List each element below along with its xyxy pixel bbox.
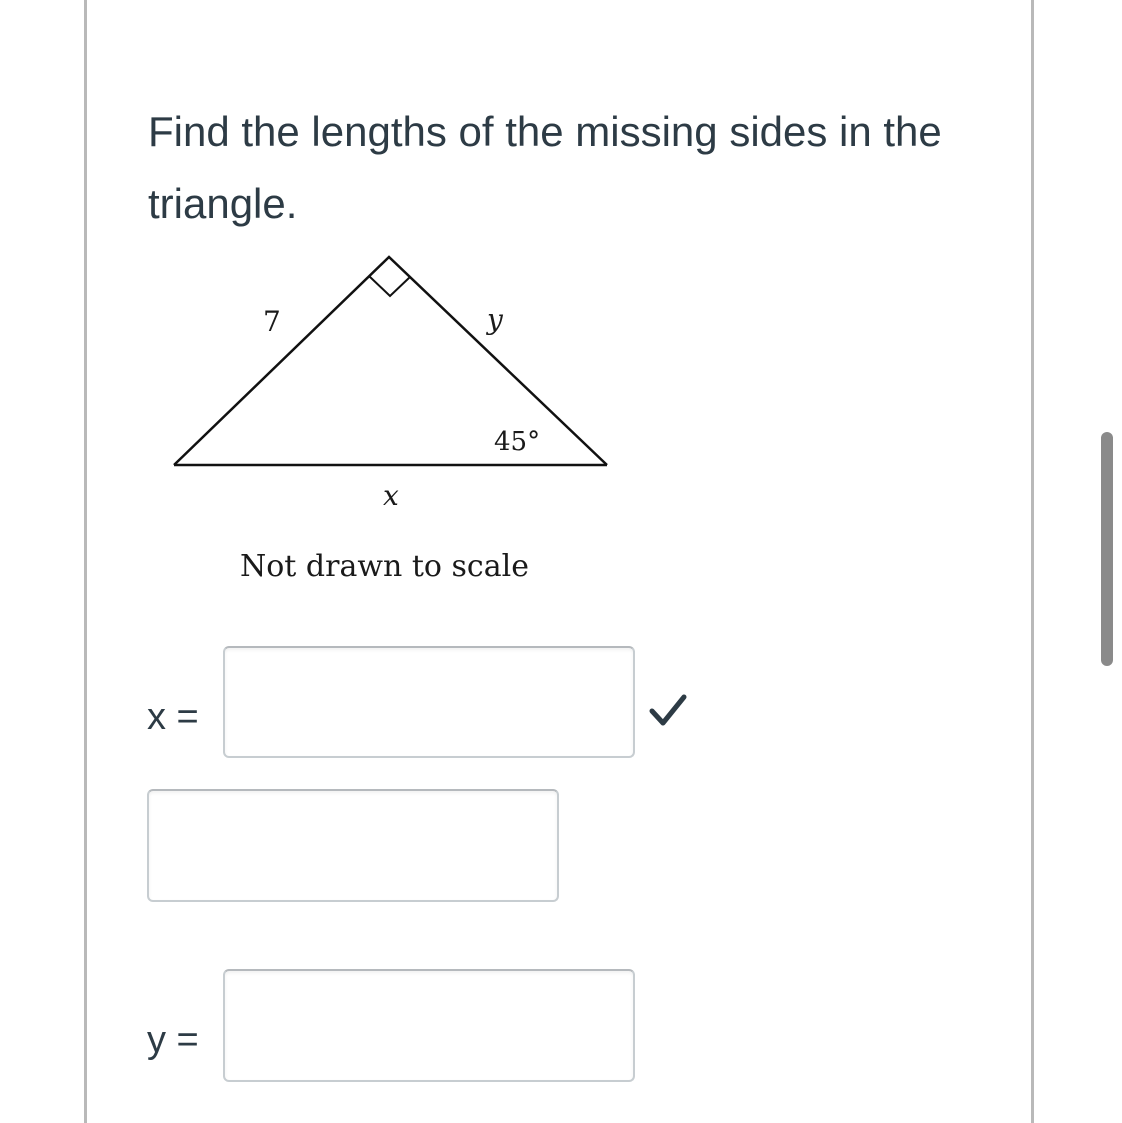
triangle-legs bbox=[174, 257, 607, 465]
angle-label: 45° bbox=[494, 427, 541, 457]
y-answer-input[interactable] bbox=[223, 969, 635, 1082]
triangle-figure bbox=[160, 245, 630, 595]
side-left-label: 7 bbox=[263, 305, 281, 338]
question-text: Find the lengths of the missing sides in the triangle. bbox=[148, 108, 942, 227]
scrollbar-thumb[interactable] bbox=[1101, 432, 1113, 666]
x-equals-label: x = bbox=[147, 696, 199, 738]
side-right-label: y bbox=[487, 303, 503, 336]
right-angle-mark bbox=[369, 276, 410, 296]
additional-answer-input[interactable] bbox=[147, 789, 559, 902]
check-icon bbox=[648, 691, 688, 731]
base-label: x bbox=[383, 479, 399, 512]
x-answer-input[interactable] bbox=[223, 646, 635, 758]
triangle-diagram bbox=[160, 245, 630, 595]
y-equals-label: y = bbox=[147, 1019, 199, 1061]
figure-caption: Not drawn to scale bbox=[240, 549, 529, 584]
